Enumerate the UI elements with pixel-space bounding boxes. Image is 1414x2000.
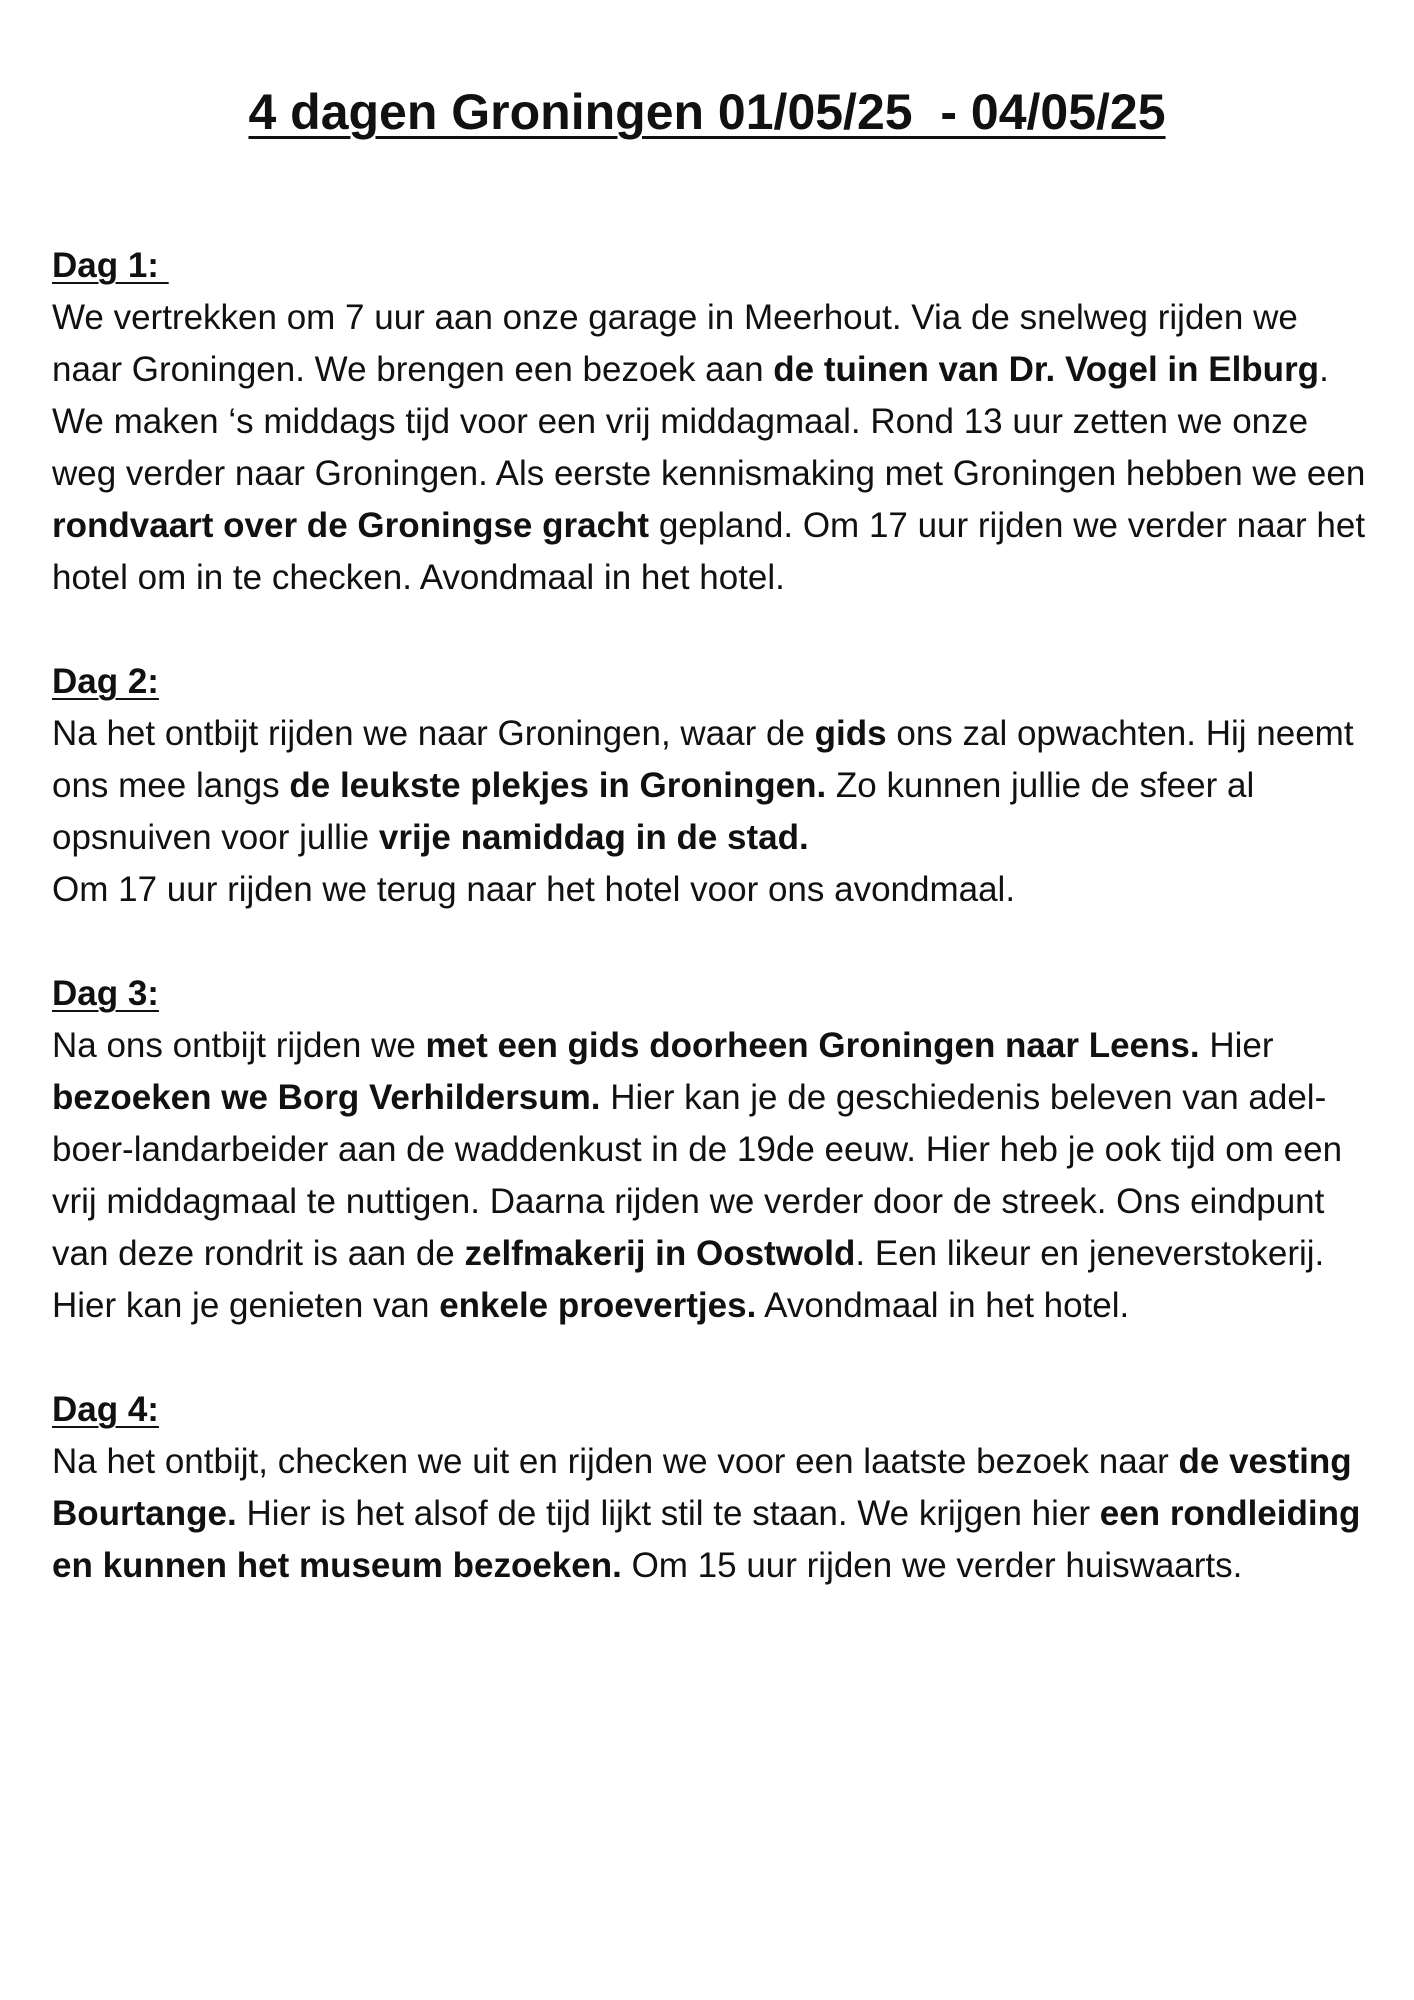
body-text: Avondmaal in het hotel. [756, 1286, 1130, 1325]
day-section-1 [52, 240, 1374, 604]
body-text: Na het ontbijt rijden we naar Groningen, waar de [52, 714, 815, 753]
day-heading: Dag 1: [52, 246, 169, 285]
highlight-text: rondvaart over de Groningse gracht [52, 506, 650, 545]
body-text: . We maken ‘s middags tijd voor een vrij middagmaal. Rond 13 uur zetten we onze weg verder naar Groningen. Als eerste kennismaking met Groningen hebben we een [52, 350, 1366, 493]
body-text: Om 17 uur rijden we terug naar het hotel voor ons avondmaal. [52, 870, 1016, 909]
body-text: Na ons ontbijt rijden we [52, 1026, 426, 1065]
body-text: gepland. Om 17 uur rijden we verder naar het hotel om in te checken. Avondmaal in het hotel. [52, 506, 1366, 597]
document-title: 4 dagen Groningen 01/05/25 - 04/05/25 [248, 84, 1166, 140]
highlight-text: bezoeken we Borg Verhildersum. [52, 1078, 601, 1117]
highlight-text: gids [814, 714, 887, 753]
day-paragraph [52, 708, 1374, 864]
highlight-text: met een gids doorheen Groningen naar Leens. [425, 1026, 1200, 1065]
day-heading: Dag 4: [52, 1390, 159, 1429]
highlight-text: zelfmakerij in Oostwold [464, 1234, 856, 1273]
body-text: Hier [1199, 1026, 1274, 1065]
body-text: Zo kunnen jullie de sfeer al opsnuiven voor jullie [52, 766, 1255, 857]
day-heading: Dag 2: [52, 662, 159, 701]
day-paragraph [52, 864, 1374, 916]
body-text: . Een likeur en jeneverstokerij. Hier kan je genieten van [52, 1234, 1325, 1325]
body-text: Na het ontbijt, checken we uit en rijden we voor een laatste bezoek naar [52, 1442, 1179, 1481]
day-paragraph [52, 1436, 1374, 1592]
day-paragraph [52, 1020, 1374, 1332]
body-text: ons zal opwachten. Hij neemt ons mee langs [52, 714, 1354, 805]
day-section-2 [52, 656, 1374, 916]
body-text: Hier is het alsof de tijd lijkt stil te staan. We krijgen hier [236, 1494, 1100, 1533]
day-heading: Dag 3: [52, 974, 159, 1013]
body-text: We vertrekken om 7 uur aan onze garage in Meerhout. Via de snelweg rijden we naar Groningen. We brengen een bezoek aan [52, 298, 1298, 389]
body-text: Hier kan je de geschiedenis beleven van adel-boer-landarbeider aan de waddenkust in de 19de eeuw. Hier heb je ook tijd om een vrij middagmaal te nuttigen. Daarna rijden we verder door de streek. Ons eindpunt van deze rondrit is aan de [52, 1078, 1343, 1273]
day-section-3 [52, 968, 1374, 1332]
highlight-text: een rondleiding en kunnen het museum bezoeken. [52, 1494, 1361, 1585]
day-section-4 [52, 1384, 1374, 1592]
highlight-text: de leukste plekjes in Groningen. [289, 766, 827, 805]
highlight-text: de vesting Bourtange. [52, 1442, 1352, 1533]
day-list [52, 240, 1374, 1644]
body-text: Om 15 uur rijden we verder huiswaarts. [621, 1546, 1243, 1585]
highlight-text: de tuinen van Dr. Vogel in Elburg [773, 350, 1320, 389]
day-paragraph [52, 292, 1374, 604]
highlight-text: enkele proevertjes. [439, 1286, 757, 1325]
highlight-text: vrije namiddag in de stad. [378, 818, 809, 857]
